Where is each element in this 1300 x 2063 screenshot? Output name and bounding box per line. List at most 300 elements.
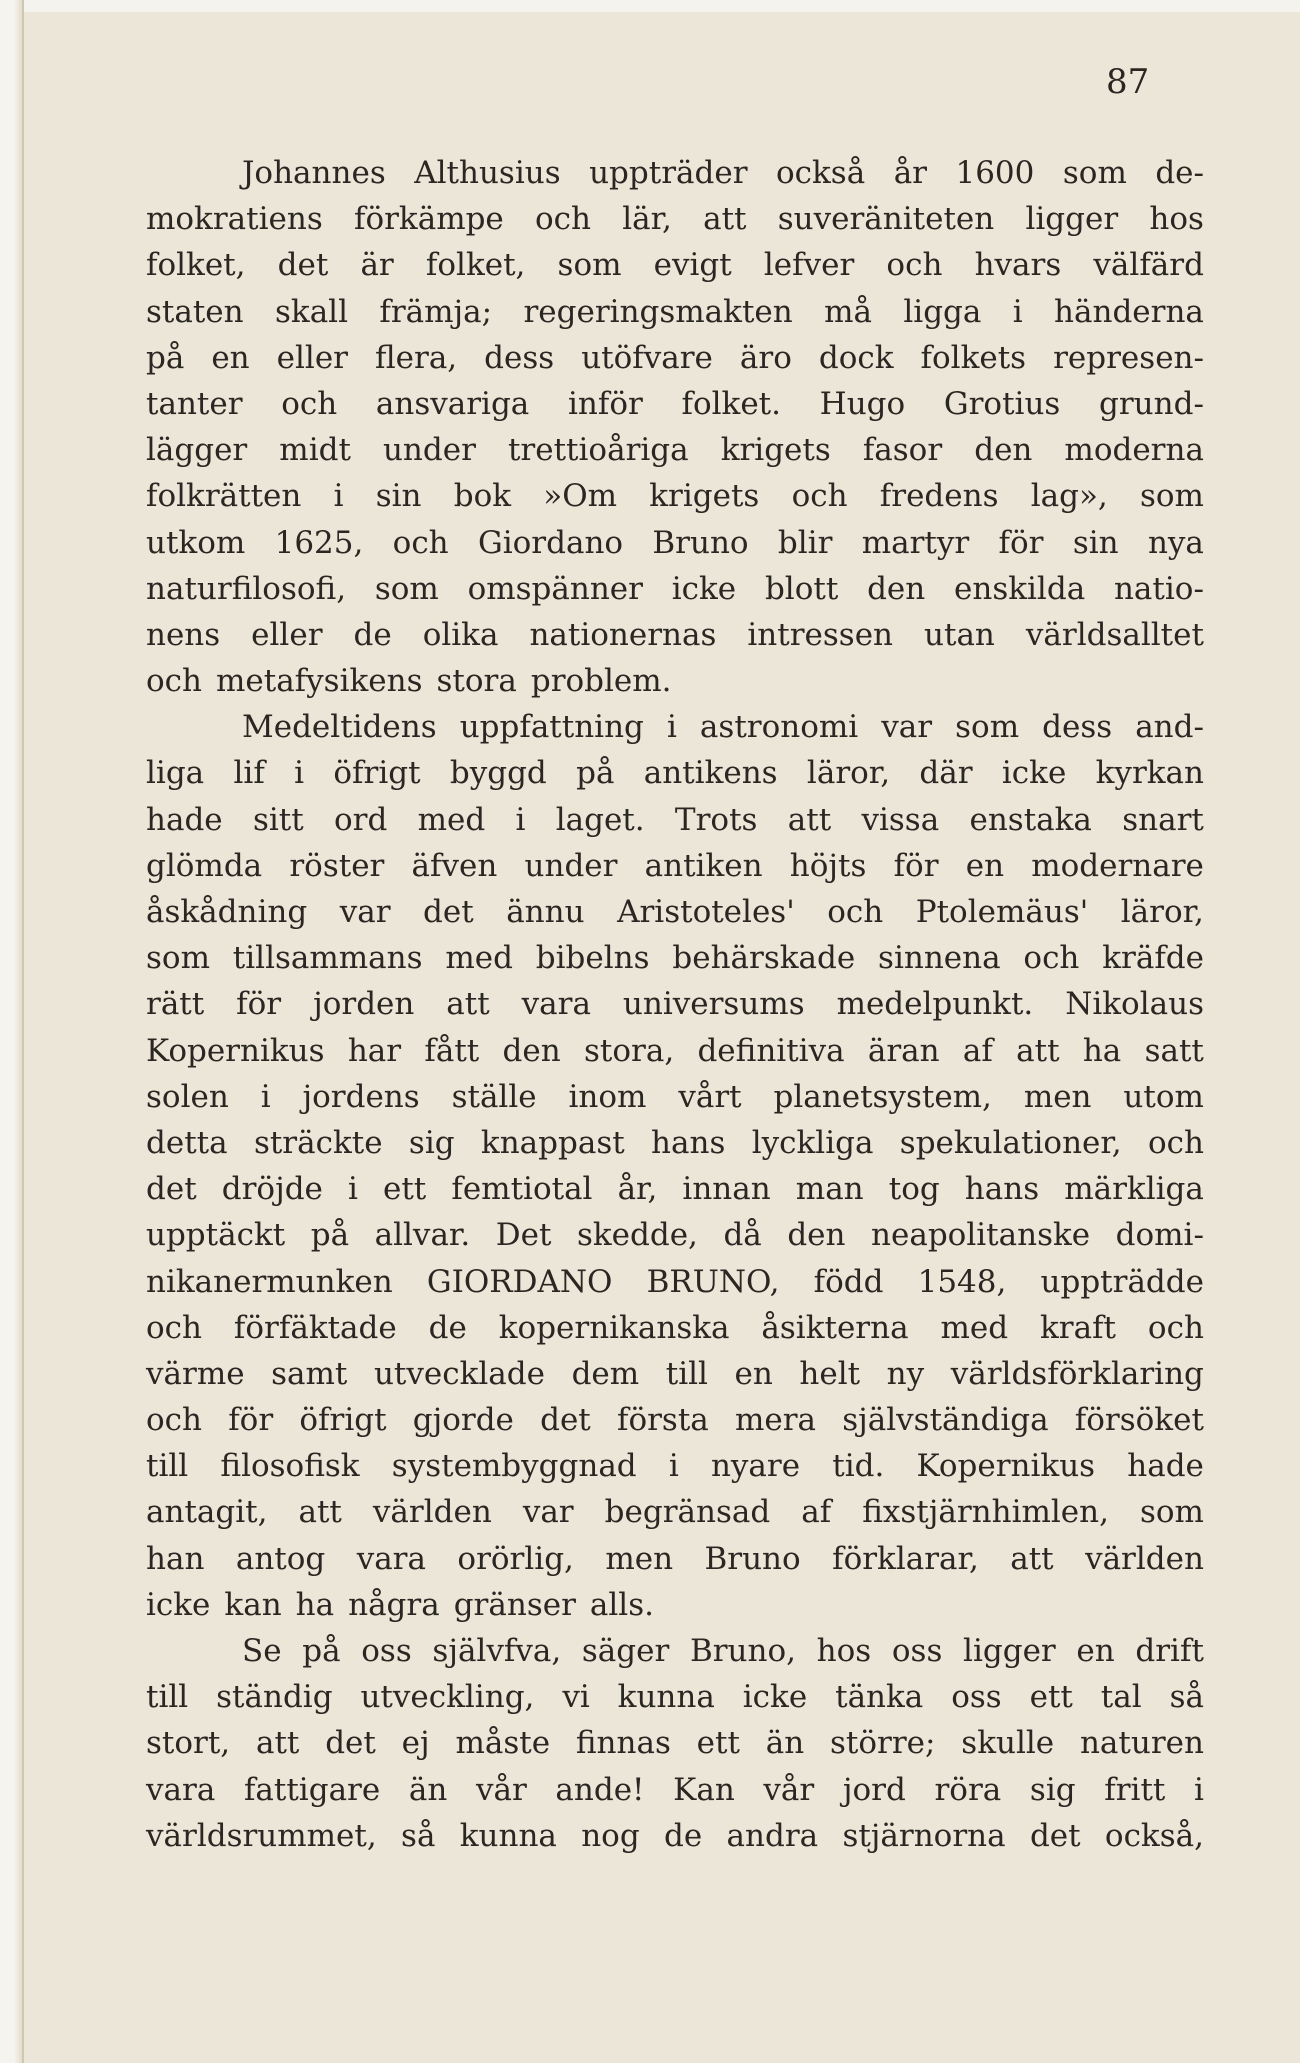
word: förkämpe: [353, 201, 504, 238]
word: hade: [146, 801, 223, 838]
word: höjts: [789, 847, 867, 884]
word: moderna: [1064, 432, 1204, 469]
word: ligga: [903, 293, 982, 330]
word: byggd: [449, 755, 547, 792]
word: mera: [734, 1402, 817, 1439]
word: skulle: [961, 1725, 1055, 1762]
word: tillsammans: [232, 940, 423, 977]
word: utöfvare: [581, 339, 713, 376]
text-line: [146, 242, 1204, 288]
word: staten: [146, 293, 244, 330]
word: uppträder: [589, 155, 748, 191]
word: begränsad: [604, 1494, 771, 1531]
word: en: [211, 339, 250, 376]
word: antikens: [643, 755, 778, 792]
text-line: [146, 520, 1204, 566]
word: natio-: [1113, 570, 1204, 607]
word: uppfattning: [459, 709, 644, 746]
word: Hugo: [819, 385, 906, 422]
word: kan: [224, 1586, 282, 1623]
text-line: [146, 381, 1204, 427]
word: i: [668, 1448, 679, 1485]
word: med: [417, 801, 486, 838]
word: sinnena: [878, 940, 1001, 977]
word: lag»,: [1030, 478, 1108, 515]
word: vissa: [861, 801, 940, 838]
word: de: [664, 1817, 703, 1854]
word: äro: [739, 339, 792, 376]
body-text: [146, 150, 1204, 1859]
word: Grotius: [943, 385, 1061, 422]
text-line: [146, 1813, 1204, 1859]
word: Bruno,: [689, 1633, 796, 1669]
word: förfäktade: [233, 1309, 397, 1346]
text-line: [146, 1028, 1204, 1074]
word: modernare: [1031, 847, 1204, 884]
word: alls.: [589, 1586, 654, 1623]
word: också,: [1104, 1817, 1204, 1854]
word: tog: [888, 1171, 940, 1208]
word: utkom: [146, 524, 246, 561]
text-line: [146, 658, 1204, 704]
word: det: [423, 894, 474, 930]
text-line: [146, 289, 1204, 335]
word: och: [1148, 1124, 1204, 1161]
word: kunna: [617, 1679, 715, 1716]
word: främja;: [379, 293, 493, 330]
word: och: [281, 385, 338, 422]
word: krigets: [649, 478, 760, 515]
text-line: [146, 196, 1204, 242]
text-line: [146, 1351, 1204, 1397]
word: mokratiens: [146, 201, 323, 238]
word: äfven: [411, 847, 498, 884]
text-line: [146, 1720, 1204, 1766]
word: utom: [1123, 1078, 1204, 1115]
word: värme: [146, 1355, 245, 1392]
word: tänka: [835, 1679, 924, 1716]
word: lefver: [763, 247, 855, 284]
word: och: [146, 663, 202, 700]
word: att: [1016, 1032, 1060, 1069]
word: ställe: [451, 1078, 537, 1115]
word: då: [723, 1217, 762, 1254]
word: regeringsmakten: [523, 293, 793, 330]
word: problem.: [530, 663, 672, 700]
word: definitiva: [697, 1032, 845, 1069]
word: och: [146, 1402, 202, 1439]
word: antagit,: [146, 1494, 268, 1531]
word: sig: [1029, 1771, 1076, 1808]
word: den: [867, 570, 926, 607]
word: lär,: [622, 201, 672, 238]
word: kyrkan: [1095, 755, 1204, 792]
word: öfrigt: [299, 1402, 387, 1439]
word: samt: [271, 1355, 348, 1392]
word: allvar.: [374, 1217, 471, 1254]
word: hos: [816, 1633, 872, 1669]
word: dess: [1042, 709, 1113, 746]
text-line: [146, 1120, 1204, 1166]
word: Johannes: [242, 155, 386, 191]
word: dess: [484, 339, 555, 376]
word: orörlig,: [457, 1540, 574, 1577]
word: nyare: [710, 1448, 801, 1485]
word: i: [333, 478, 344, 515]
word: 1625,: [274, 524, 364, 561]
text-line: [146, 427, 1204, 473]
word: i: [666, 709, 677, 746]
word: i: [260, 1078, 271, 1115]
word: hans: [651, 1124, 726, 1161]
word: med: [445, 940, 513, 977]
word: jord: [842, 1771, 906, 1808]
text-line: [146, 1397, 1204, 1443]
word: antog: [235, 1540, 326, 1577]
word: röster: [289, 847, 385, 884]
word: flera,: [374, 339, 458, 376]
word: en: [1076, 1633, 1115, 1669]
word: spekulationer,: [899, 1124, 1122, 1161]
scan-top-margin: [0, 0, 1300, 12]
word: den: [787, 1217, 846, 1254]
word: läror,: [1120, 894, 1204, 930]
word: och: [827, 894, 884, 930]
word: det: [146, 1171, 197, 1208]
word: ännu: [506, 894, 585, 930]
word: i: [515, 801, 526, 838]
word: gjorde: [412, 1402, 514, 1439]
word: dröjde: [221, 1171, 323, 1208]
word: upptäckt: [146, 1217, 286, 1254]
word: där: [919, 755, 973, 792]
page-number: 87: [1106, 62, 1150, 102]
word: filosofisk: [220, 1448, 360, 1485]
word: självfva,: [432, 1633, 562, 1669]
word: måste: [455, 1725, 551, 1762]
word: stort,: [146, 1725, 231, 1762]
word: vara: [356, 1540, 426, 1577]
text-line: [146, 1489, 1204, 1535]
word: under: [524, 847, 618, 884]
word: utvecklade: [373, 1355, 545, 1392]
word: i: [294, 755, 305, 792]
word: systembyggnad: [391, 1448, 637, 1485]
word: Ptolemäus': [915, 894, 1089, 930]
word: försöket: [1074, 1402, 1204, 1439]
word: folket.: [681, 385, 781, 422]
word: Kopernikus: [146, 1032, 325, 1069]
word: fixstjärnhimlen,: [862, 1494, 1109, 1531]
word: 1600: [955, 155, 1035, 191]
word: som: [1139, 1494, 1204, 1531]
word: utveckling,: [360, 1679, 535, 1716]
word: vår: [475, 1771, 527, 1808]
word: represen-: [1053, 339, 1204, 376]
word: har: [347, 1032, 402, 1069]
word: de: [353, 616, 392, 653]
word: detta: [146, 1124, 228, 1161]
word: för: [893, 847, 939, 884]
word: dem: [571, 1355, 640, 1392]
word: lägger: [146, 432, 248, 469]
word: sitt: [252, 801, 304, 838]
word: Kan: [673, 1771, 735, 1808]
text-line: [146, 1074, 1204, 1120]
word: till: [146, 1448, 189, 1485]
word: hos: [1149, 201, 1204, 238]
word: and-: [1135, 709, 1204, 746]
word: planetsystem,: [773, 1078, 992, 1115]
word: folkets: [920, 339, 1027, 376]
word: världsalltet: [1025, 616, 1204, 653]
word: medelpunkt.: [836, 986, 1034, 1023]
word: år,: [617, 1171, 658, 1208]
word: olika: [422, 616, 499, 653]
word: de: [428, 1309, 467, 1346]
word: några: [348, 1586, 440, 1623]
word: icke: [742, 1679, 808, 1716]
word: hade: [1127, 1448, 1204, 1485]
word: sin: [1072, 524, 1119, 561]
word: i: [1012, 293, 1023, 330]
word: kräfde: [1102, 940, 1204, 977]
word: så: [401, 1817, 436, 1854]
word: enstaka: [969, 801, 1092, 838]
word: röra: [934, 1771, 1002, 1808]
word: nya: [1147, 524, 1204, 561]
word: den: [502, 1032, 561, 1069]
word: GIORDANO: [426, 1263, 613, 1300]
word: martyr: [861, 524, 970, 561]
word: eller: [276, 339, 348, 376]
text-line: [146, 335, 1204, 381]
text-line: [146, 1305, 1204, 1351]
word: tid.: [832, 1448, 885, 1485]
text-line: [146, 612, 1204, 658]
text-line: [146, 1259, 1204, 1305]
word: nationernas: [529, 616, 717, 653]
word: förklarar,: [832, 1540, 979, 1577]
word: kraft: [1039, 1309, 1117, 1346]
word: tanter: [146, 385, 243, 422]
word: andra: [726, 1817, 819, 1854]
word: man: [795, 1171, 864, 1208]
word: antiken: [644, 847, 763, 884]
word: välfärd: [1093, 247, 1204, 284]
text-line: [146, 566, 1204, 612]
text-line: [146, 843, 1204, 889]
text-line: [146, 1674, 1204, 1720]
word: naturen: [1079, 1725, 1204, 1762]
word: det: [1029, 1817, 1081, 1854]
word: större;: [830, 1725, 936, 1762]
word: midt: [279, 432, 351, 469]
word: glömda: [146, 847, 263, 884]
word: trettioåriga: [507, 432, 689, 469]
word: en: [965, 847, 1005, 884]
word: Trots: [674, 801, 758, 838]
word: åsikterna: [761, 1309, 909, 1346]
word: det: [540, 1402, 591, 1439]
word: solen: [146, 1078, 229, 1115]
word: helt: [799, 1355, 861, 1392]
word: icke: [146, 1586, 211, 1623]
word: folkrätten: [146, 478, 302, 515]
word: grund-: [1099, 385, 1204, 422]
word: äran: [867, 1032, 940, 1069]
text-line: [146, 1212, 1204, 1258]
word: universums: [622, 986, 805, 1023]
word: sträckte: [253, 1124, 383, 1161]
word: evigt: [653, 247, 732, 284]
word: ej: [401, 1725, 430, 1762]
word: det: [277, 247, 329, 284]
text-line: [146, 1582, 1204, 1628]
word: dock: [818, 339, 894, 376]
word: Se: [242, 1633, 282, 1669]
word: vara: [146, 1771, 216, 1808]
word: världen: [372, 1494, 492, 1531]
word: utan: [924, 616, 995, 653]
word: rätt: [146, 986, 205, 1023]
text-line: [146, 797, 1204, 843]
word: Kopernikus: [916, 1448, 1096, 1485]
word: ansvariga: [375, 385, 530, 422]
word: femtiotal: [451, 1171, 593, 1208]
word: folket,: [146, 247, 246, 284]
word: som: [374, 570, 439, 607]
text-line: [146, 150, 1204, 196]
word: inför: [567, 385, 643, 422]
word: ständig: [216, 1679, 333, 1716]
word: än: [408, 1771, 448, 1808]
word: så: [1169, 1679, 1204, 1716]
word: kopernikanska: [498, 1309, 730, 1346]
word: att: [703, 201, 747, 238]
word: världen: [1085, 1540, 1204, 1577]
text-line: [146, 1767, 1204, 1813]
word: men: [1023, 1078, 1092, 1115]
word: stora,: [583, 1032, 675, 1069]
word: hvars: [974, 247, 1062, 284]
word: och: [146, 1309, 202, 1346]
word: ett: [696, 1725, 740, 1762]
word: och: [1023, 940, 1080, 977]
word: drift: [1135, 1633, 1204, 1669]
word: lyckliga: [751, 1124, 874, 1161]
word: kunna: [459, 1817, 557, 1854]
word: Althusius: [414, 155, 561, 191]
scan-left-margin: [0, 0, 22, 2063]
word: skall: [275, 293, 349, 330]
word: att: [298, 1494, 342, 1531]
word: bibelns: [535, 940, 650, 977]
word: till: [665, 1355, 708, 1392]
word: på: [146, 339, 185, 376]
word: världsrummet,: [146, 1817, 377, 1854]
word: »Om: [543, 478, 618, 515]
word: som: [1062, 155, 1127, 191]
word: under: [382, 432, 476, 469]
word: nog: [581, 1817, 640, 1854]
word: af: [962, 1032, 993, 1069]
word: år: [893, 155, 927, 191]
text-line: [146, 1443, 1204, 1489]
word: i: [347, 1171, 358, 1208]
word: omspänner: [467, 570, 643, 607]
word: af: [801, 1494, 832, 1531]
text-line: [146, 981, 1204, 1027]
word: vårt: [678, 1078, 742, 1115]
word: Giordano: [477, 524, 624, 561]
word: oss: [361, 1633, 412, 1669]
word: Medeltidens: [242, 709, 437, 746]
word: ett: [1029, 1679, 1073, 1716]
word: blir: [777, 524, 833, 561]
word: sig: [408, 1124, 455, 1161]
word: ord: [333, 801, 388, 838]
word: oss: [951, 1679, 1002, 1716]
word: fritt: [1104, 1771, 1166, 1808]
word: är: [360, 247, 394, 284]
word: född: [813, 1263, 884, 1300]
word: också: [776, 155, 866, 191]
text-line: [146, 750, 1204, 796]
word: Det: [495, 1217, 552, 1254]
text-line: [146, 1628, 1204, 1674]
word: som: [557, 247, 622, 284]
word: sin: [375, 478, 422, 515]
word: lif: [233, 755, 265, 792]
word: för: [228, 1402, 274, 1439]
word: att: [446, 986, 490, 1023]
word: folket,: [425, 247, 526, 284]
word: knappast: [480, 1124, 625, 1161]
word: satt: [1144, 1032, 1204, 1069]
word: bok: [453, 478, 512, 515]
word: som: [146, 940, 210, 977]
word: att: [255, 1725, 300, 1762]
word: krigets: [720, 432, 831, 469]
word: världsförklaring: [950, 1355, 1204, 1392]
word: händerna: [1054, 293, 1204, 330]
word: i: [1194, 1771, 1204, 1808]
text-line: [146, 889, 1204, 935]
word: blott: [764, 570, 839, 607]
word: ett: [383, 1171, 427, 1208]
word: att: [787, 801, 832, 838]
word: suveräniteten: [777, 201, 995, 238]
word: eller: [251, 616, 323, 653]
word: åskådning: [146, 894, 308, 930]
word: till: [146, 1679, 189, 1716]
word: Bruno: [652, 524, 749, 561]
word: behärskade: [672, 940, 856, 977]
word: de-: [1155, 155, 1204, 191]
word: jordens: [302, 1078, 420, 1115]
word: öfrigt: [333, 755, 421, 792]
word: nens: [146, 616, 221, 653]
word: han: [146, 1540, 205, 1577]
word: och: [392, 524, 449, 561]
word: Bruno: [704, 1540, 801, 1577]
word: ande!: [555, 1771, 645, 1808]
word: för: [236, 986, 282, 1023]
word: nikanermunken: [146, 1263, 393, 1300]
word: Aristoteles': [617, 894, 795, 930]
word: skedde,: [576, 1217, 698, 1254]
